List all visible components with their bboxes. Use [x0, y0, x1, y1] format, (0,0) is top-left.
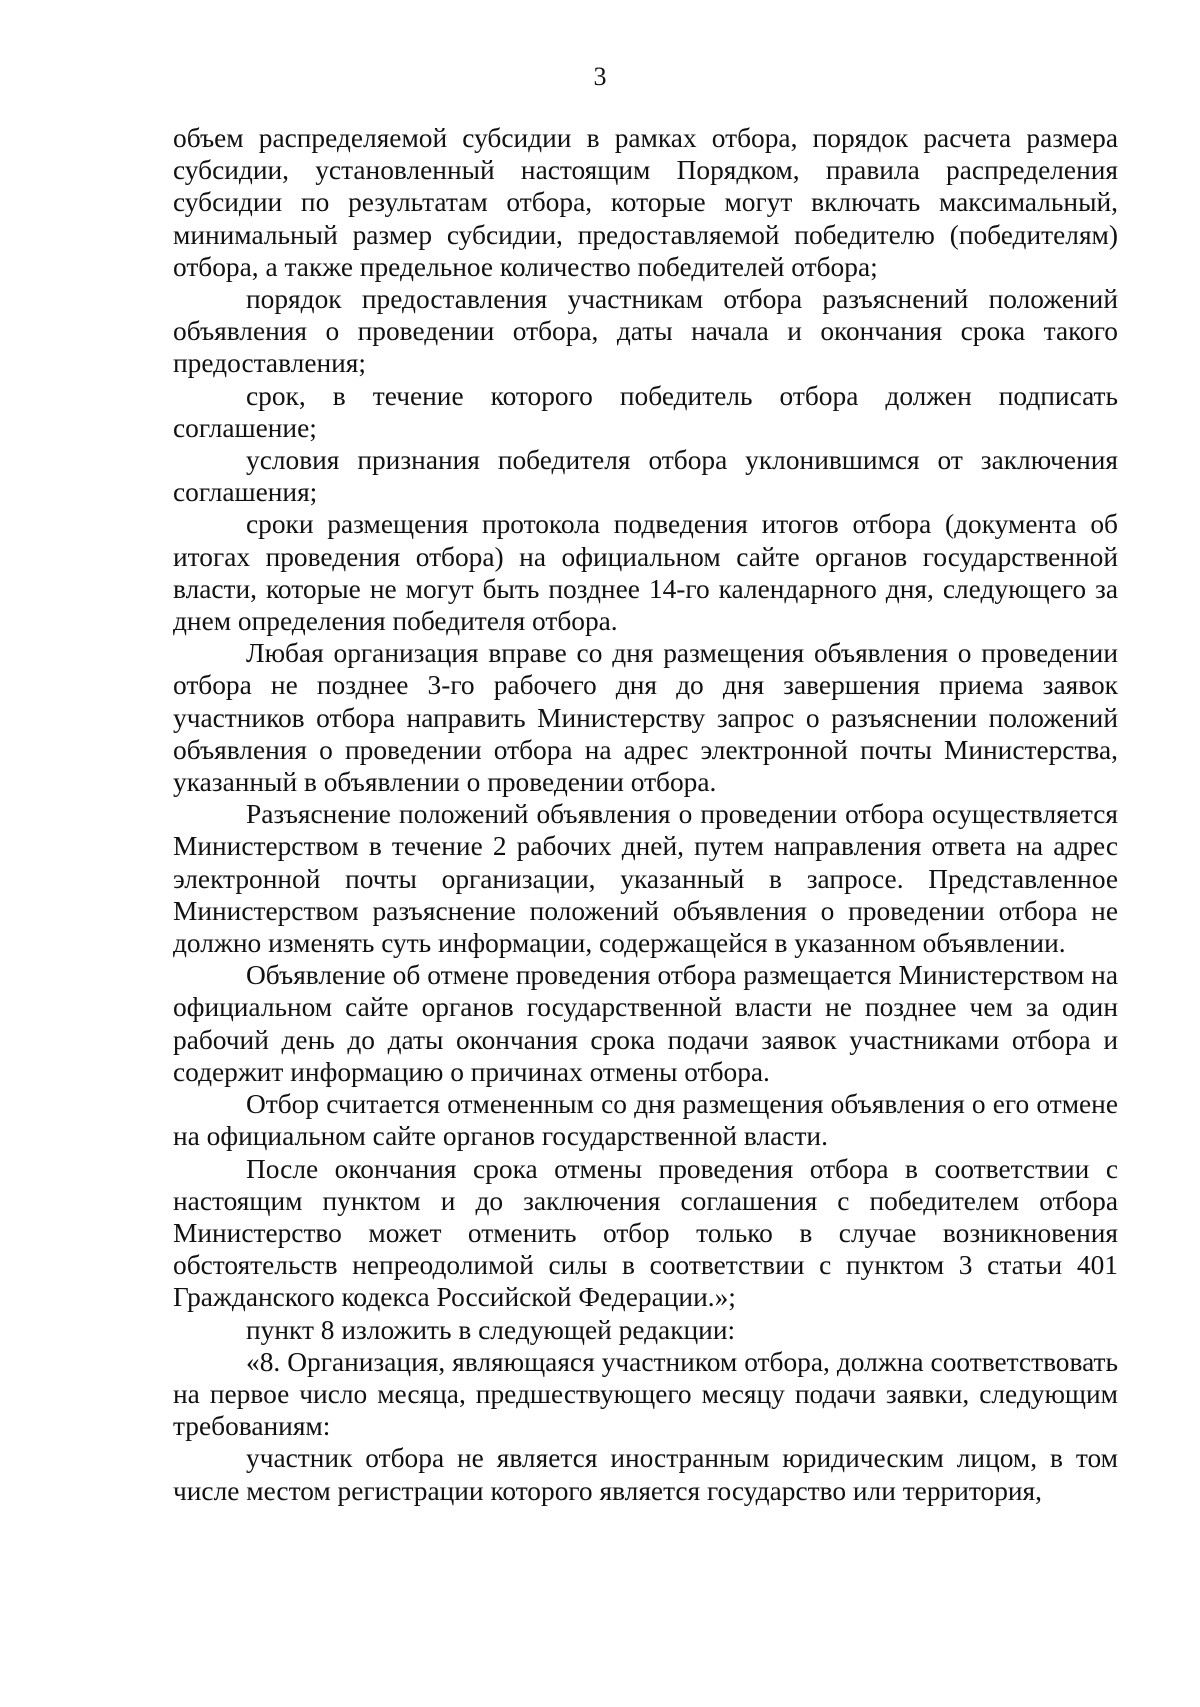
paragraph-cancellation-notice: Объявление об отмене проведения отбора размещается Министерством на официальном сайте органов государственной власти не позднее чем за один рабочий день до даты окончания срока подачи заявок участниками отбора и содержит информацию о причинах отмены отбора.	[173, 960, 1118, 1087]
paragraph-subsidy-volume: объем распределяемой субсидии в рамках отбора, порядок расчета размера субсидии, установленный настоящим Порядком, правила распределения субсидии по результатам отбора, которые могут включать максимальный, минимальный размер субсидии, предоставляемой победителю (победителям) отбора, а также предельное количество победителей отбора;	[173, 123, 1118, 282]
paragraph-signing-deadline: срок, в течение которого победитель отбора должен подписать соглашение;	[173, 380, 1118, 443]
paragraph-force-majeure: После окончания срока отмены проведения отбора в соответствии с настоящим пунктом и до заключения соглашения с победителем отбора Министерство может отменить отбор только в случае возникновения обстоятельств непреодолимой силы в соответствии с пунктом 3 статьи 401 Гражданского кодекса Российской Федерации.»;	[173, 1153, 1118, 1313]
paragraph-clarification-response: Разъяснение положений объявления о проведении отбора осуществляется Министерством в течение 2 рабочих дней, путем направления ответа на адрес электронной почты организации, указанный в запросе. Представленное Министерством разъяснение положений объявления о проведении отбора не должно изменять суть информации, содержащейся в указанном объявлении.	[173, 799, 1118, 959]
paragraph-participant-requirement: участник отбора не является иностранным юридическим лицом, в том числе местом регистрации которого является государство или территория,	[173, 1443, 1118, 1506]
paragraph-clarification-request: Любая организация вправе со дня размещения объявления о проведении отбора не позднее 3-го рабочего дня до дня завершения приема заявок участников отбора направить Министерству запрос о разъяснении положений объявления о проведении отбора на адрес электронной почты Министерства, указанный в объявлении о проведении отбора.	[173, 638, 1118, 798]
paragraph-clarification-procedure: порядок предоставления участникам отбора разъяснений положений объявления о проведении отбора, даты начала и окончания срока такого предоставления;	[173, 284, 1118, 379]
page-number: 3	[593, 62, 607, 91]
paragraph-item-8-text: «8. Организация, являющаяся участником отбора, должна соответствовать на первое число месяца, предшествующего месяцу подачи заявки, следующим требованиям:	[173, 1346, 1118, 1442]
paragraph-evasion-conditions: условия признания победителя отбора уклонившимся от заключения соглашения;	[173, 445, 1118, 508]
paragraph-item-8-amendment: пункт 8 изложить в следующей редакции:	[246, 1314, 736, 1345]
document-body	[173, 122, 1118, 1507]
paragraph-cancellation-effective: Отбор считается отмененным со дня размещения объявления о его отмене на официальном сайте органов государственной власти.	[173, 1089, 1118, 1152]
paragraph-protocol-deadlines: сроки размещения протокола подведения итогов отбора (документа об итогах проведения отбора) на официальном сайте органов государственной власти, которые не могут быть позднее 14-го календарного дня, следующего за днем определения победителя отбора.	[173, 509, 1118, 637]
